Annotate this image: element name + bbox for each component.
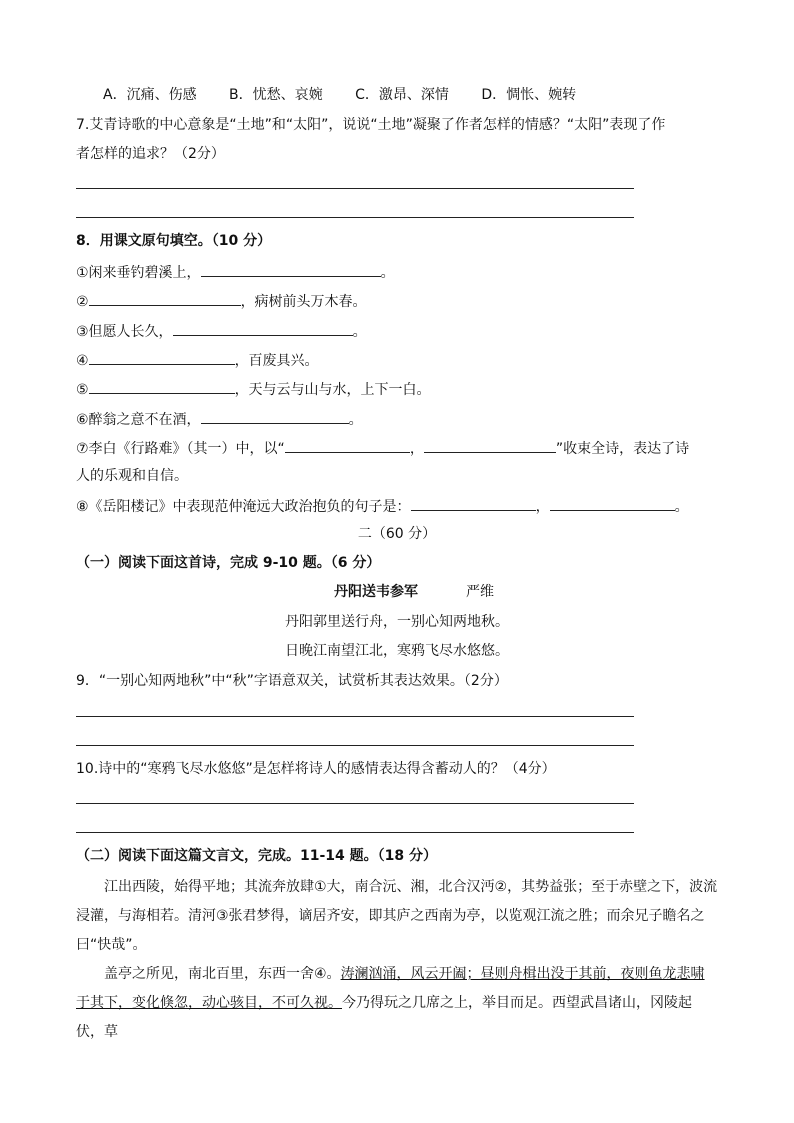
q8-item-4 bbox=[76, 349, 319, 371]
item-middle: ， bbox=[535, 499, 550, 515]
fill-blank[interactable] bbox=[201, 408, 349, 424]
q8-item-8 bbox=[76, 495, 689, 517]
passage-paragraph-1: 江出西陵，始得平地；其流奔放肆①大，南合沅、湘，北合汉沔②，其势益张；至于赤壁之下，波流浸灌，与海相若。清河③张君梦得，谪居齐安，即其庐之西南为亭，以览观江流之胜；而余兄子瞻名之曰“快哉”。 bbox=[76, 879, 718, 953]
passage-paragraph-2 bbox=[76, 960, 718, 1047]
item-prefix: ⑧《岳阳楼记》中表现范仲淹远大政治抱负的句子是： bbox=[76, 499, 411, 515]
passage-text: 盖亭之所见，南北百里，东西一舍④。 bbox=[104, 966, 341, 982]
option-c[interactable]: C．激昂、深情 bbox=[355, 87, 449, 103]
q10-text: 10.诗中的“寒鸦飞尽水悠悠”是怎样将诗人的感情表达得含蓄动人的？（4分） bbox=[76, 761, 556, 777]
item-prefix: ③但愿人长久， bbox=[76, 324, 173, 340]
q9-text: 9．“一别心知两地秋”中“秋”字语意双关，试赏析其表达效果。（2分） bbox=[76, 673, 508, 689]
q8-item-5 bbox=[76, 378, 431, 400]
part1-title: （一）阅读下面这首诗，完成 9-10 题。（6 分） bbox=[76, 555, 381, 571]
item-prefix: ② bbox=[76, 294, 89, 310]
q8-title: 8．用课文原句填空。（10 分） bbox=[76, 233, 272, 249]
poem-line-1: 丹阳郭里送行舟，一别心知两地秋。 bbox=[285, 614, 509, 630]
item-suffix: 。 bbox=[674, 499, 689, 515]
answer-line[interactable] bbox=[76, 745, 634, 746]
answer-line[interactable] bbox=[76, 217, 634, 218]
fill-blank[interactable] bbox=[173, 320, 353, 336]
fill-blank[interactable] bbox=[411, 495, 536, 511]
item-prefix: ⑤ bbox=[76, 382, 89, 398]
q8-item-6 bbox=[76, 408, 363, 430]
poem-line-2: 日晚江南望江北，寒鸦飞尽水悠悠。 bbox=[285, 643, 509, 659]
item-prefix: ⑦李白《行路难》（其一）中，以“ bbox=[76, 441, 285, 457]
q8-item-3 bbox=[76, 320, 367, 342]
item-suffix: 。 bbox=[380, 265, 395, 281]
q6-options bbox=[103, 85, 604, 105]
option-b[interactable]: B．忧愁、哀婉 bbox=[229, 87, 323, 103]
fill-blank[interactable] bbox=[201, 261, 381, 277]
q8-item-7-line2: 人的乐观和自信。 bbox=[76, 468, 188, 484]
fill-blank[interactable] bbox=[424, 437, 556, 453]
option-a[interactable]: A．沉痛、伤感 bbox=[103, 87, 197, 103]
item-prefix: ①闲来垂钓碧溪上， bbox=[76, 265, 201, 281]
answer-line[interactable] bbox=[76, 803, 634, 804]
item-suffix: ，病树前头万木春。 bbox=[240, 294, 367, 310]
item-suffix: ，天与云与山与水，上下一白。 bbox=[234, 382, 431, 398]
q8-item-1 bbox=[76, 261, 395, 283]
part2-title: （二）阅读下面这篇文言文，完成。11-14 题。（18 分） bbox=[76, 848, 438, 864]
fill-blank[interactable] bbox=[89, 290, 241, 306]
q8-item-2 bbox=[76, 290, 367, 312]
item-prefix: ⑥醉翁之意不在酒， bbox=[76, 412, 201, 428]
fill-blank[interactable] bbox=[285, 437, 410, 453]
option-d[interactable]: D．惆怅、婉转 bbox=[481, 87, 577, 103]
item-middle: ， bbox=[409, 441, 424, 457]
poem-author: 严维 bbox=[466, 584, 494, 600]
fill-blank[interactable] bbox=[89, 349, 235, 365]
item-suffix: 。 bbox=[352, 324, 367, 340]
q8-item-7 bbox=[76, 437, 689, 459]
poem-title: 丹阳送韦参军 bbox=[334, 584, 418, 600]
item-suffix: ”收束全诗，表达了诗 bbox=[555, 441, 690, 457]
item-suffix: 。 bbox=[348, 412, 363, 428]
answer-line[interactable] bbox=[76, 188, 634, 189]
fill-blank[interactable] bbox=[550, 495, 675, 511]
section-heading: 二（60 分） bbox=[357, 526, 437, 542]
item-suffix: ，百废具兴。 bbox=[234, 353, 319, 369]
q7-text-line1: 7.艾青诗歌的中心意象是“土地”和“太阳”，说说“土地”凝聚了作者怎样的情感？“太阳”表现了作 bbox=[76, 117, 666, 133]
answer-line[interactable] bbox=[76, 716, 634, 717]
item-prefix: ④ bbox=[76, 353, 89, 369]
passage-text: 今乃得玩之几席之上，举目而足。西望武昌诸山，冈陵起伏，草 bbox=[76, 995, 692, 1040]
fill-blank[interactable] bbox=[89, 378, 235, 394]
answer-line[interactable] bbox=[76, 832, 634, 833]
q7-text-line2: 者怎样的追求？（2分） bbox=[76, 146, 225, 162]
underlined-passage: 涛澜汹涌，风云开阖；昼则舟楫出没于其前，夜则鱼龙悲啸于其下，变化倏忽，动心骇目，不可久视。 bbox=[76, 966, 705, 1011]
